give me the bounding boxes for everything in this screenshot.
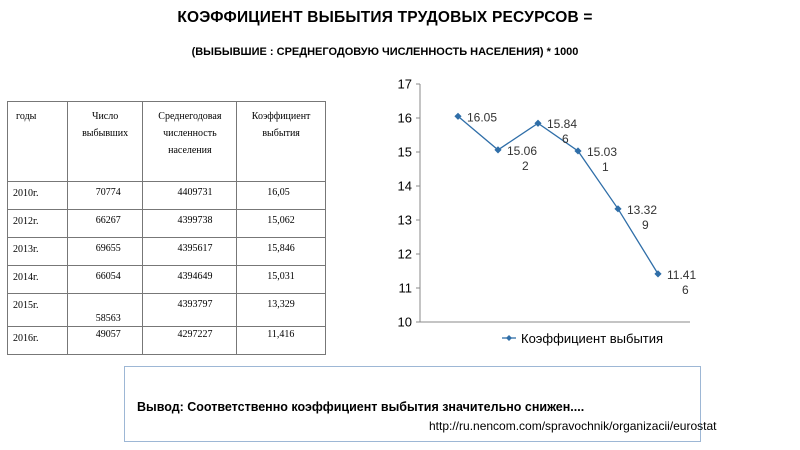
data-label-line: 16.05 <box>467 110 498 125</box>
y-tick-label: 12 <box>397 246 412 262</box>
data-label-line: 15.84 <box>547 117 578 132</box>
cell-population: 4393797 <box>143 294 237 327</box>
cell-coefficient: 15,062 <box>237 210 326 238</box>
series-line <box>458 116 658 274</box>
y-tick-label: 16 <box>397 110 412 126</box>
cell-year: 2015г. <box>8 294 68 327</box>
cell-year: 2016г. <box>8 327 68 355</box>
cell-coefficient: 16,05 <box>237 182 326 210</box>
data-label <box>547 117 577 146</box>
data-label <box>627 203 657 232</box>
header-departed: Число выбывших <box>67 102 143 182</box>
table-row <box>8 294 326 327</box>
y-tick-label: 14 <box>397 178 412 194</box>
y-tick-label: 15 <box>397 144 412 160</box>
table-row <box>8 210 326 238</box>
data-label-line: 9 <box>642 217 649 232</box>
cell-year: 2012г. <box>8 210 68 238</box>
header-avg-population: Среднегодовая численность населения <box>143 102 237 182</box>
cell-population: 4409731 <box>143 182 237 210</box>
cell-departed: 70774 <box>67 182 143 210</box>
table-row <box>8 238 326 266</box>
data-label-line: 13.32 <box>627 202 658 217</box>
data-label <box>467 110 497 124</box>
table-header-row <box>8 102 326 182</box>
formula-subtitle: (ВЫБЫВШИЕ : СРЕДНЕГОДОВУЮ ЧИСЛЕННОСТЬ НАСЕЛЕНИЯ) * 1000 <box>191 46 579 58</box>
data-label <box>507 144 537 173</box>
data-label-line: 2 <box>522 158 529 173</box>
table-row <box>8 182 326 210</box>
page-title: КОЭФФИЦИЕНТ ВЫБЫТИЯ ТРУДОВЫХ РЕСУРСОВ = <box>177 9 593 26</box>
cell-coefficient: 15,031 <box>237 266 326 294</box>
header-coefficient: Коэффициент выбытия <box>237 102 326 182</box>
table-row <box>8 266 326 294</box>
source-link[interactable]: http://ru.nencom.com/spravochnik/organizacii/eurostat <box>429 419 717 433</box>
cell-year: 2013г. <box>8 238 68 266</box>
data-label-line: 15.03 <box>587 144 618 159</box>
data-label-line: 11.41 <box>667 267 697 282</box>
cell-departed: 58563 <box>67 294 143 327</box>
y-tick-label: 17 <box>397 76 412 92</box>
y-tick-label: 13 <box>397 212 412 228</box>
data-label-line: 6 <box>562 132 569 147</box>
cell-population: 4394649 <box>143 266 237 294</box>
data-point-marker <box>654 270 661 277</box>
cell-population: 4399738 <box>143 210 237 238</box>
coefficient-line-chart <box>370 72 700 357</box>
data-label-line: 15.06 <box>507 143 538 158</box>
cell-departed: 66267 <box>67 210 143 238</box>
cell-coefficient: 13,329 <box>237 294 326 327</box>
data-label <box>667 268 696 297</box>
cell-coefficient: 11,416 <box>237 327 326 355</box>
data-label-line: 1 <box>602 159 609 174</box>
conclusion-text: Вывод: Соответственно коэффициент выбытия значительно снижен.... <box>137 400 585 414</box>
header-years: годы <box>8 102 68 182</box>
cell-population: 4395617 <box>143 238 237 266</box>
cell-year: 2010г. <box>8 182 68 210</box>
y-tick-label: 10 <box>397 314 412 330</box>
cell-year: 2014г. <box>8 266 68 294</box>
cell-departed: 49057 <box>67 327 143 355</box>
cell-coefficient: 15,846 <box>237 238 326 266</box>
data-table <box>7 101 326 355</box>
legend-label: Коэффициент выбытия <box>521 331 664 346</box>
y-tick-label: 11 <box>398 280 412 296</box>
table-row <box>8 327 326 355</box>
legend-marker <box>506 335 512 341</box>
cell-departed: 69655 <box>67 238 143 266</box>
cell-departed: 66054 <box>67 266 143 294</box>
data-label-line: 6 <box>682 282 689 297</box>
cell-population: 4297227 <box>143 327 237 355</box>
